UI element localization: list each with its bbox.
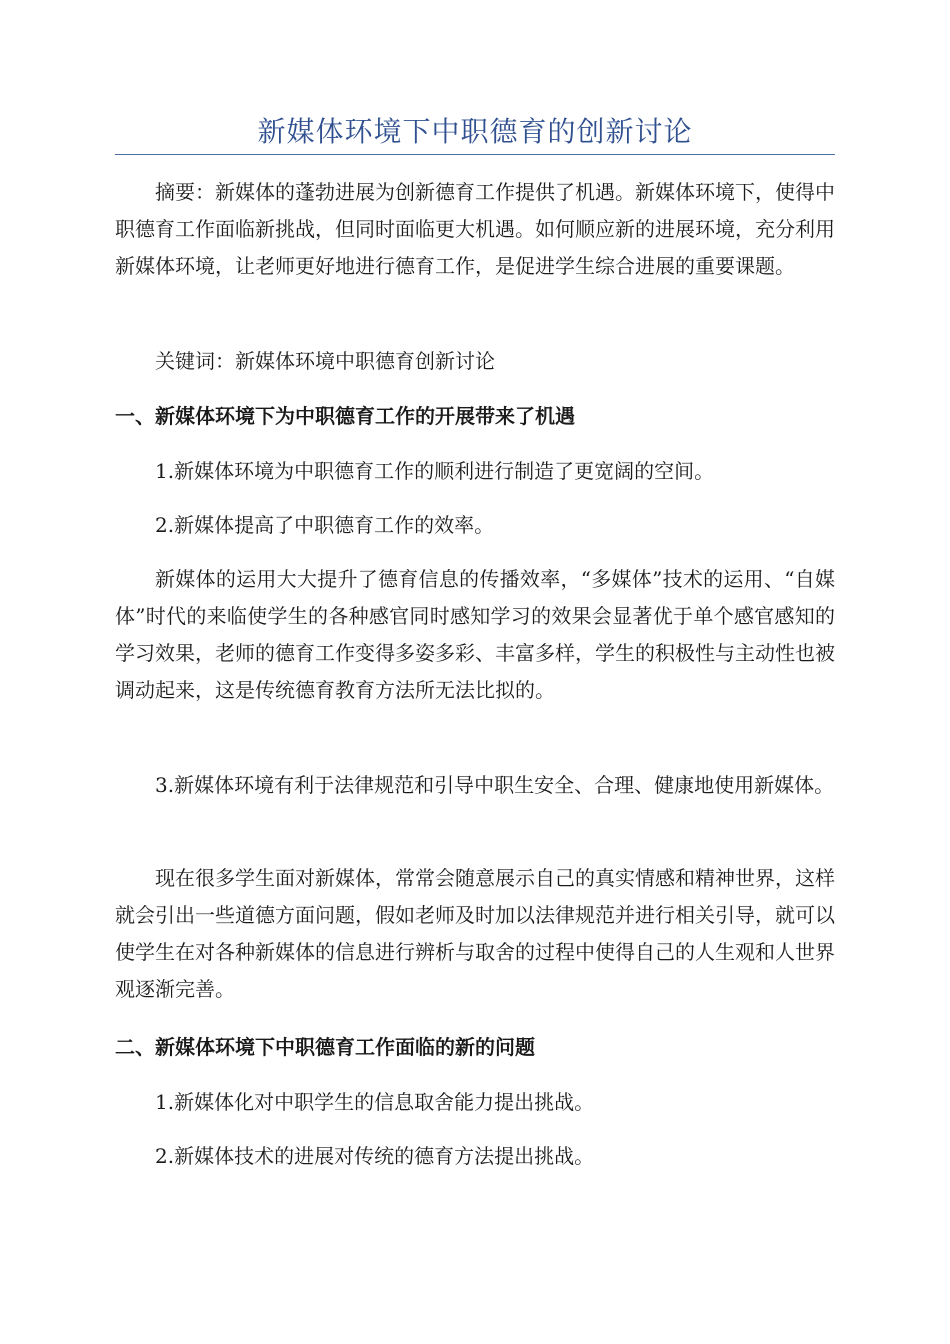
section2-item-1: 1.新媒体化对中职学生的信息取舍能力提出挑战。 xyxy=(155,1090,595,1114)
section-heading-2: 二、新媒体环境下中职德育工作面临的新的问题 xyxy=(115,1035,535,1059)
section1-item-1: 1.新媒体环境为中职德育工作的顺利进行制造了更宽阔的空间。 xyxy=(155,459,715,483)
section1-paragraph-2: 现在很多学生面对新媒体，常常会随意展示自己的真实情感和精神世界，这样就会引出一些道德方面问题，假如老师及时加以法律规范并进行相关引导，就可以使学生在对各种新媒体的信息进行辨析与取舍的过程中使得自己的人生观和人世界观逐渐完善。 xyxy=(115,866,835,1001)
section-heading-1: 一、新媒体环境下为中职德育工作的开展带来了机遇 xyxy=(115,404,575,428)
section1-item-3: 3.新媒体环境有利于法律规范和引导中职生安全、合理、健康地使用新媒体。 xyxy=(155,773,835,797)
section1-paragraph-1: 新媒体的运用大大提升了德育信息的传播效率，“多媒体”技术的运用、“自媒体”时代的来临使学生的各种感官同时感知学习的效果会显著优于单个感官感知的学习效果，老师的德育工作变得多姿多彩、丰富多样，学生的积极性与主动性也被调动起来，这是传统德育教育方法所无法比拟的。 xyxy=(115,567,835,702)
section2-item-2: 2.新媒体技术的进展对传统的德育方法提出挑战。 xyxy=(155,1144,595,1168)
document-title: 新媒体环境下中职德育的创新讨论 xyxy=(257,115,693,148)
keywords-paragraph: 关键词：新媒体环境中职德育创新讨论 xyxy=(155,349,495,373)
abstract-paragraph: 摘要：新媒体的蓬勃进展为创新德育工作提供了机遇。新媒体环境下，使得中职德育工作面临新挑战，但同时面临更大机遇。如何顺应新的进展环境，充分利用新媒体环境，让老师更好地进行德育工作，是促进学生综合进展的重要课题。 xyxy=(115,180,835,278)
title-underline xyxy=(115,154,835,155)
section1-item-2: 2.新媒体提高了中职德育工作的效率。 xyxy=(155,513,495,537)
